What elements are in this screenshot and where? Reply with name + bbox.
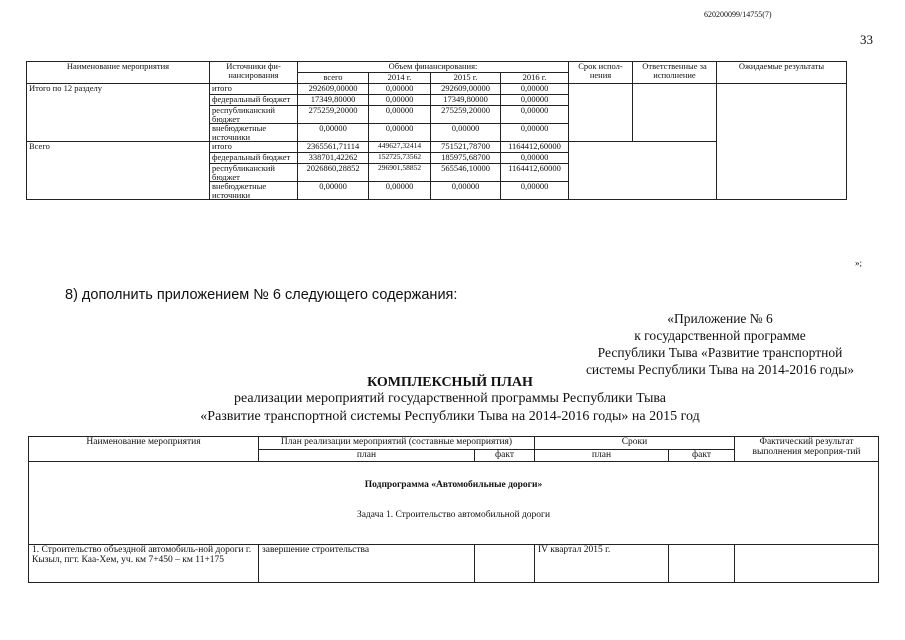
source-cell: итого bbox=[210, 142, 298, 153]
term-responsible-cell bbox=[569, 142, 717, 200]
table-row bbox=[29, 545, 879, 583]
source-cell: внебюджетные источники bbox=[210, 124, 298, 142]
value-cell: 152725,73562 bbox=[369, 153, 431, 164]
source-cell: республиканский бюджет bbox=[210, 164, 298, 182]
source-cell: федеральный бюджет bbox=[210, 153, 298, 164]
activity-term-plan: IV квартал 2015 г. bbox=[535, 545, 669, 583]
value-cell: 0,00000 bbox=[369, 95, 431, 106]
header-name: Наименование мероприятия bbox=[29, 437, 259, 462]
value-cell: 292609,00000 bbox=[298, 84, 369, 95]
term-cell bbox=[569, 84, 633, 142]
value-cell: 0,00000 bbox=[501, 95, 569, 106]
header-name: Наименование мероприятия bbox=[27, 62, 210, 84]
value-cell: 449627,32414 bbox=[369, 142, 431, 153]
value-cell: 2365561,71114 bbox=[298, 142, 369, 153]
header-total: всего bbox=[298, 73, 369, 84]
value-cell: 0,00000 bbox=[501, 153, 569, 164]
value-cell: 275259,20000 bbox=[298, 106, 369, 124]
header-responsible: Ответственные за исполнение bbox=[633, 62, 717, 84]
activity-name: 1. Строительство объездной автомобиль-ной дороги г. Кызыл, пгт. Каа-Хем, уч. км 7+450 – км 11+175 bbox=[29, 545, 259, 583]
value-cell: 292609,00000 bbox=[431, 84, 501, 95]
header-term-plan: план bbox=[535, 449, 669, 462]
value-cell: 0,00000 bbox=[501, 182, 569, 200]
header-plan: план bbox=[259, 449, 475, 462]
group-label: Всего bbox=[27, 142, 210, 200]
header-terms: Сроки bbox=[535, 437, 735, 450]
header-sources: Источники фи-нансирования bbox=[210, 62, 298, 84]
value-cell: 0,00000 bbox=[501, 106, 569, 124]
value-cell: 0,00000 bbox=[369, 106, 431, 124]
task-title: Задача 1. Строительство автомобильной дороги bbox=[356, 509, 551, 520]
financing-table bbox=[26, 61, 847, 200]
value-cell: 751521,78700 bbox=[431, 142, 501, 153]
appendix-heading bbox=[560, 310, 880, 378]
header-2015: 2015 г. bbox=[431, 73, 501, 84]
activity-plan: завершение строительства bbox=[259, 545, 475, 583]
responsible-cell bbox=[633, 84, 717, 142]
group-label: Итого по 12 разделу bbox=[27, 84, 210, 142]
value-cell: 0,00000 bbox=[369, 84, 431, 95]
value-cell: 0,00000 bbox=[298, 182, 369, 200]
value-cell: 185975,68700 bbox=[431, 153, 501, 164]
document-number: 620200099/14755(7) bbox=[704, 10, 772, 19]
plan-subtitle-line: реализации мероприятий государственной программы Республики Тыва bbox=[233, 391, 666, 406]
value-cell: 0,00000 bbox=[431, 124, 501, 142]
value-cell: 17349,80000 bbox=[298, 95, 369, 106]
source-cell: федеральный бюджет bbox=[210, 95, 298, 106]
expected-cell bbox=[717, 84, 847, 200]
value-cell: 275259,20000 bbox=[431, 106, 501, 124]
page-number: 33 bbox=[860, 32, 873, 47]
activity-term-fact bbox=[669, 545, 735, 583]
header-plan-impl: План реализации мероприятий (составные мероприятия) bbox=[259, 437, 535, 450]
amendment-paragraph: 8) дополнить приложением № 6 следующего содержания: bbox=[65, 287, 458, 303]
table-row bbox=[27, 84, 847, 95]
plan-subtitle-line: «Развитие транспортной системы Республики Тыва на 2014-2016 годы» на 2015 год bbox=[200, 409, 700, 424]
header-volume: Объем финансирования: bbox=[298, 62, 569, 73]
source-cell: внебюджетные источники bbox=[210, 182, 298, 200]
closing-quote: »; bbox=[855, 258, 863, 268]
value-cell: 1164412,60000 bbox=[501, 164, 569, 182]
value-cell: 0,00000 bbox=[369, 124, 431, 142]
value-cell: 0,00000 bbox=[298, 124, 369, 142]
plan-table bbox=[28, 436, 879, 583]
header-fact: факт bbox=[475, 449, 535, 462]
plan-title: КОМПЛЕКСНЫЙ ПЛАН bbox=[367, 375, 533, 390]
value-cell: 296901,58852 bbox=[369, 164, 431, 182]
appendix-line: Республики Тыва «Развитие транспортной bbox=[597, 345, 843, 360]
appendix-line: к государственной программе bbox=[634, 328, 806, 343]
source-cell: итого bbox=[210, 84, 298, 95]
header-term-fact: факт bbox=[669, 449, 735, 462]
value-cell: 0,00000 bbox=[501, 84, 569, 95]
subprogram-block bbox=[29, 462, 879, 545]
activity-result bbox=[735, 545, 879, 583]
appendix-line: «Приложение № 6 bbox=[667, 311, 773, 326]
header-2016: 2016 г. bbox=[501, 73, 569, 84]
header-2014: 2014 г. bbox=[369, 73, 431, 84]
value-cell: 0,00000 bbox=[369, 182, 431, 200]
header-term: Срок испол-нения bbox=[569, 62, 633, 84]
value-cell: 0,00000 bbox=[501, 124, 569, 142]
value-cell: 338701,42262 bbox=[298, 153, 369, 164]
activity-fact bbox=[475, 545, 535, 583]
value-cell: 17349,80000 bbox=[431, 95, 501, 106]
value-cell: 0,00000 bbox=[431, 182, 501, 200]
plan-subtitle bbox=[150, 390, 750, 426]
subprogram-title: Подпрограмма «Автомобильные дороги» bbox=[364, 480, 543, 490]
appendix-line: системы Республики Тыва на 2014-2016 годы» bbox=[585, 362, 855, 377]
value-cell: 1164412,60000 bbox=[501, 142, 569, 153]
source-cell: республиканский бюджет bbox=[210, 106, 298, 124]
value-cell: 2026860,28852 bbox=[298, 164, 369, 182]
header-actual: Фактический результат выполнения мероприя-тий bbox=[735, 437, 879, 462]
value-cell: 565546,10000 bbox=[431, 164, 501, 182]
header-expected: Ожидаемые результаты bbox=[717, 62, 847, 84]
